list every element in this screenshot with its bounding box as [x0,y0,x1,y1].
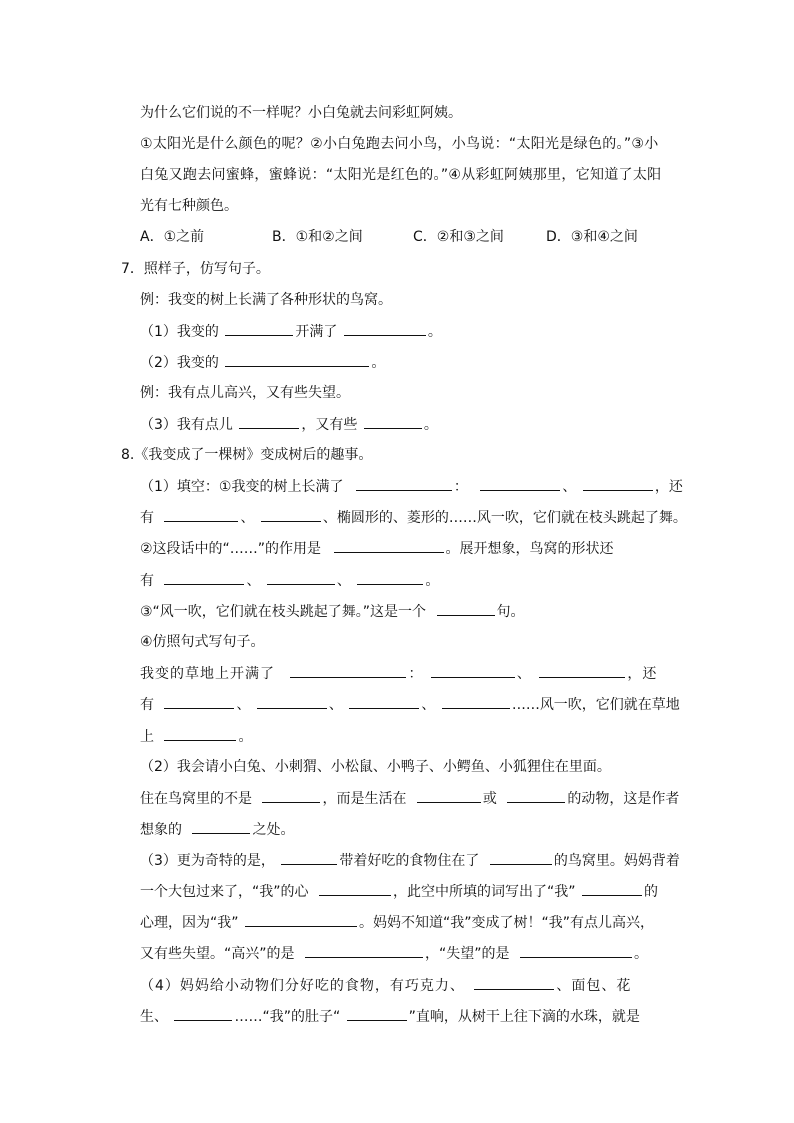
blank[interactable] [490,851,552,865]
q7-item-3-prefix: （3）我有点儿 [140,417,233,433]
option-a: A．①之前 [140,229,205,245]
q8-line-1 [140,477,683,496]
blank[interactable] [290,664,406,678]
q8-line-6: ④仿照句式写句子。 [140,634,265,650]
q8-line-5 [140,602,525,621]
q8-line-9 [140,727,252,746]
q7-example-2: 例：我有点儿高兴，又有些失望。 [140,385,350,401]
blank[interactable] [281,851,337,865]
q7-item-2-end: 。 [371,355,386,371]
q7-item-1-mid: 开满了 [295,324,338,340]
blank[interactable] [474,976,554,990]
blank[interactable] [356,477,452,491]
q8-text: ，还 [627,666,658,682]
blank[interactable] [174,1007,232,1021]
q7-example-1: 例：我变的树上长满了各种形状的鸟窝。 [140,292,392,308]
q8-line-4 [140,571,439,590]
blank[interactable] [267,571,335,585]
q8-line-13 [140,851,680,870]
blank[interactable] [164,695,234,709]
q8-line-16 [140,944,648,963]
q8-text: 或 [482,791,497,807]
q8-text: ”直响，从树干上往下滴的水珠，就是 [408,1009,640,1025]
q8-text: 。 [425,573,440,589]
q8-text: （4）妈妈给小动物们分好吃的食物，有巧克力、 [140,978,465,994]
q8-text: 、 [516,666,532,682]
blank[interactable] [507,789,565,803]
blank[interactable] [431,664,515,678]
q8-line-2 [140,508,687,527]
q8-text: ，而是生活在 [322,791,407,807]
blank[interactable] [239,415,299,429]
blank[interactable] [319,882,391,896]
blank[interactable] [225,353,369,367]
blank[interactable] [164,571,244,585]
q8-line-3 [140,539,614,558]
q8-text: 、 [236,697,251,713]
q8-text: 、椭圆形的、菱形的……风一吹，它们就在枝头跳起了舞。 [322,510,687,526]
q8-line-15 [140,913,654,932]
q8-text: 。 [238,729,253,745]
q8-text: （1）填空：①我变的树上长满了 [140,479,344,495]
blank[interactable] [164,727,236,741]
passage-line-1: 为什么它们说的不一样呢？小白兔就去问彩虹阿姨。 [140,105,462,121]
q8-text: 有 [140,510,154,526]
blank[interactable] [344,322,426,336]
q8-line-14 [140,882,658,901]
q8-text: 的鸟窝里。妈妈背着 [553,853,680,869]
q8-text: 心理，因为“我” [140,915,239,931]
blank[interactable] [305,944,423,958]
q8-line-11 [140,789,679,808]
q8-text: 、 [328,697,343,713]
blank[interactable] [480,477,560,491]
blank[interactable] [583,477,653,491]
q8-text: 想象的 [140,822,182,838]
q8-text: 、面包、花 [556,978,632,994]
q8-text: 。 [633,946,648,962]
q8-text: 又有些失望。“高兴”的是 [140,946,295,962]
passage-line-2: ①太阳光是什么颜色的呢？②小白兔跑去问小鸟，小鸟说：“太阳光是绿色的。”③小 [140,136,659,152]
q8-text: 、 [562,479,577,495]
blank[interactable] [417,789,481,803]
q7-item-3-mid: ，又有些 [301,417,358,433]
blank[interactable] [257,695,327,709]
q8-text: （3）更为奇特的是， [140,853,275,869]
passage-line-3: 白兔又跑去问蜜蜂，蜜蜂说：“太阳光是红色的。”④从彩虹阿姨那里，它知道了太阳 [140,167,662,183]
q7-item-1-prefix: （1）我变的 [140,324,219,340]
blank[interactable] [164,508,238,522]
q8-text: ： [453,479,468,495]
q8-text: 的 [643,884,658,900]
q8-text: ……“我”的肚子“ [234,1009,341,1025]
q8-text: ： [408,666,424,682]
blank[interactable] [582,882,642,896]
q8-text: ②这段话中的“……”的作用是 [140,541,322,557]
q8-line-12 [140,820,294,839]
passage-line-4: 光有七种颜色。 [140,198,238,214]
q8-text: 、 [336,573,351,589]
blank[interactable] [357,571,423,585]
q8-text: 带着好吃的食物住在了 [339,853,480,869]
blank[interactable] [225,322,293,336]
q8-text: ，还 [654,479,683,495]
q7-item-1 [140,322,442,341]
q8-line-8 [140,695,680,714]
q8-line-18 [140,1007,640,1026]
blank[interactable] [364,415,422,429]
q8-text: 的动物，这是作者 [567,791,680,807]
q7-item-3-end: 。 [423,417,438,433]
q8-line-7 [140,664,657,683]
blank[interactable] [539,664,625,678]
blank[interactable] [334,539,444,553]
q8-text: 有 [140,573,154,589]
option-d: D．③和④之间 [546,229,638,245]
q8-text: ，“失望”的是 [424,946,510,962]
q8-text: 。展开想象，鸟窝的形状还 [445,541,614,557]
q8-text: ，此空中所填的词写出了“我” [392,884,576,900]
blank[interactable] [349,695,419,709]
q8-text: 住在鸟窝里的不是 [140,791,252,807]
blank[interactable] [261,508,321,522]
option-b: B．①和②之间 [272,229,363,245]
q8-text: ……风一吹，它们就在草地 [511,697,680,713]
option-c: C．②和③之间 [413,229,504,245]
q8-text: 、 [240,510,255,526]
q8-line-10: （2）我会请小白兔、小刺猬、小松鼠、小鸭子、小鳄鱼、小狐狸住在里面。 [140,759,611,775]
q8-text: 之处。 [252,822,295,838]
blank[interactable] [245,913,357,927]
q8-text: 、 [246,573,261,589]
q8-text: 生、 [140,1009,168,1025]
q8-text: 。妈妈不知道“我”变成了树！“我”有点儿高兴， [358,915,654,931]
blank[interactable] [347,1007,407,1021]
q7-item-3 [140,415,438,434]
q8-text: 句。 [496,604,525,620]
q8-title: 8.《我变成了一棵树》变成树后的趣事。 [121,447,373,463]
q7-item-1-end: 。 [427,324,442,340]
q8-text: 有 [140,697,154,713]
blank[interactable] [437,602,495,616]
q8-text: 上 [140,729,154,745]
q7-title: 7．照样子，仿写句子。 [121,261,270,277]
blank[interactable] [520,944,632,958]
q8-text: 、 [421,697,436,713]
q8-text: ③“风一吹，它们就在枝头跳起了舞。”这是一个 [140,604,427,620]
blank[interactable] [442,695,510,709]
q7-item-2 [140,353,385,372]
blank[interactable] [192,820,250,834]
q8-text: 一个大包过来了，“我”的心 [140,884,309,900]
q8-text: 我变的草地上开满了 [140,666,275,682]
blank[interactable] [262,789,320,803]
q8-line-17 [140,976,631,995]
q7-item-2-prefix: （2）我变的 [140,355,219,371]
